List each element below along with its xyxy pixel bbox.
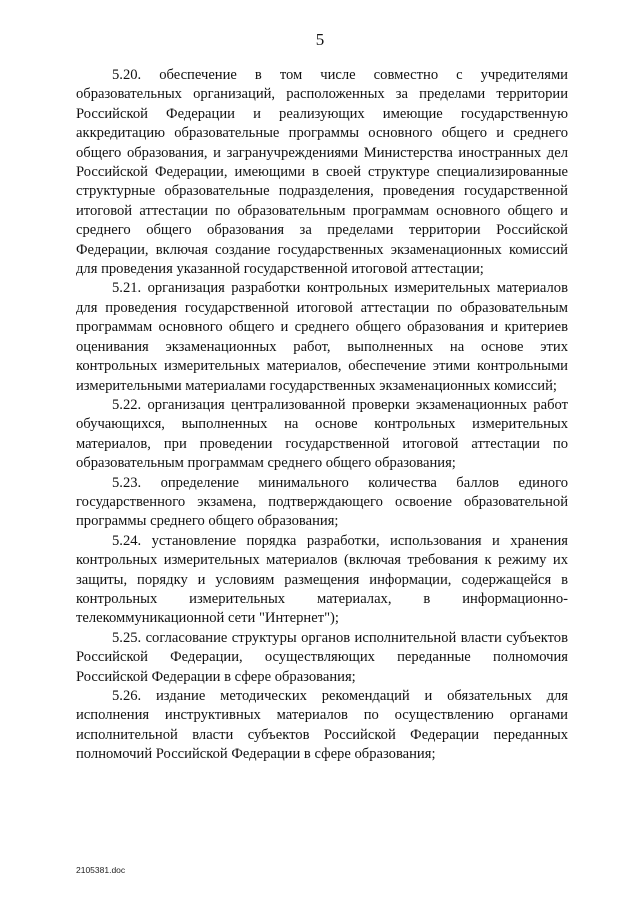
paragraph-5-24: 5.24. установление порядка разработки, использования и хранения контрольных измерительных материалов (включая требования к режиму их защиты, порядку и условиям размещения информации, содержащейся в контрольных измерительных материалах, в информационно-телекоммуникационной сети "Интернет"); <box>76 532 568 627</box>
paragraph-5-23: 5.23. определение минимального количества баллов единого государственного экзамена, подтверждающего освоение образовательной программы среднего общего образования; <box>76 474 568 530</box>
page-number: 5 <box>315 30 325 49</box>
document-body <box>76 66 568 765</box>
paragraph-5-25: 5.25. согласование структуры органов исполнительной власти субъектов Российской Федерации, осуществляющих переданные полномочия Российской Федерации в сфере образования; <box>76 629 568 685</box>
paragraph-5-21: 5.21. организация разработки контрольных измерительных материалов для проведения государственной итоговой аттестации по образовательным программам основного общего и среднего общего образования и критериев оценивания экзаменационных работ, выполненных на основе этих контрольных измерительных материалов, обеспечение этими контрольными измерительными материалами государственных экзаменационных комиссий; <box>76 280 568 394</box>
paragraph-5-20: 5.20. обеспечение в том числе совместно с учредителями образовательных организаций, расположенных за пределами территории Российской Федерации и реализующих имеющие государственную аккредитацию образовательные программы основного общего и среднего общего образования, и загранучреждениями Министерства иностранных дел Российской Федерации, имеющими в своей структуре специализированные структурные образовательные подразделения, проведения государственной итоговой аттестации по образовательным программам основного общего и среднего общего образования за пределами территории Российской Федерации, включая создание государственных экзаменационных комиссий для проведения указанной государственной итоговой аттестации; <box>76 67 568 278</box>
paragraph-5-22: 5.22. организация централизованной проверки экзаменационных работ обучающихся, выполненных на основе контрольных измерительных материалов, при проведении государственной итоговой аттестации по образовательным программам среднего общего образования; <box>76 396 568 472</box>
document-filename: 2105381.doc <box>76 865 126 875</box>
paragraph-5-26: 5.26. издание методических рекомендаций и обязательных для исполнения инструктивных материалов по осуществлению органами исполнительной власти субъектов Российской Федерации переданных полномочий Российской Федерации в сфере образования; <box>76 688 568 763</box>
